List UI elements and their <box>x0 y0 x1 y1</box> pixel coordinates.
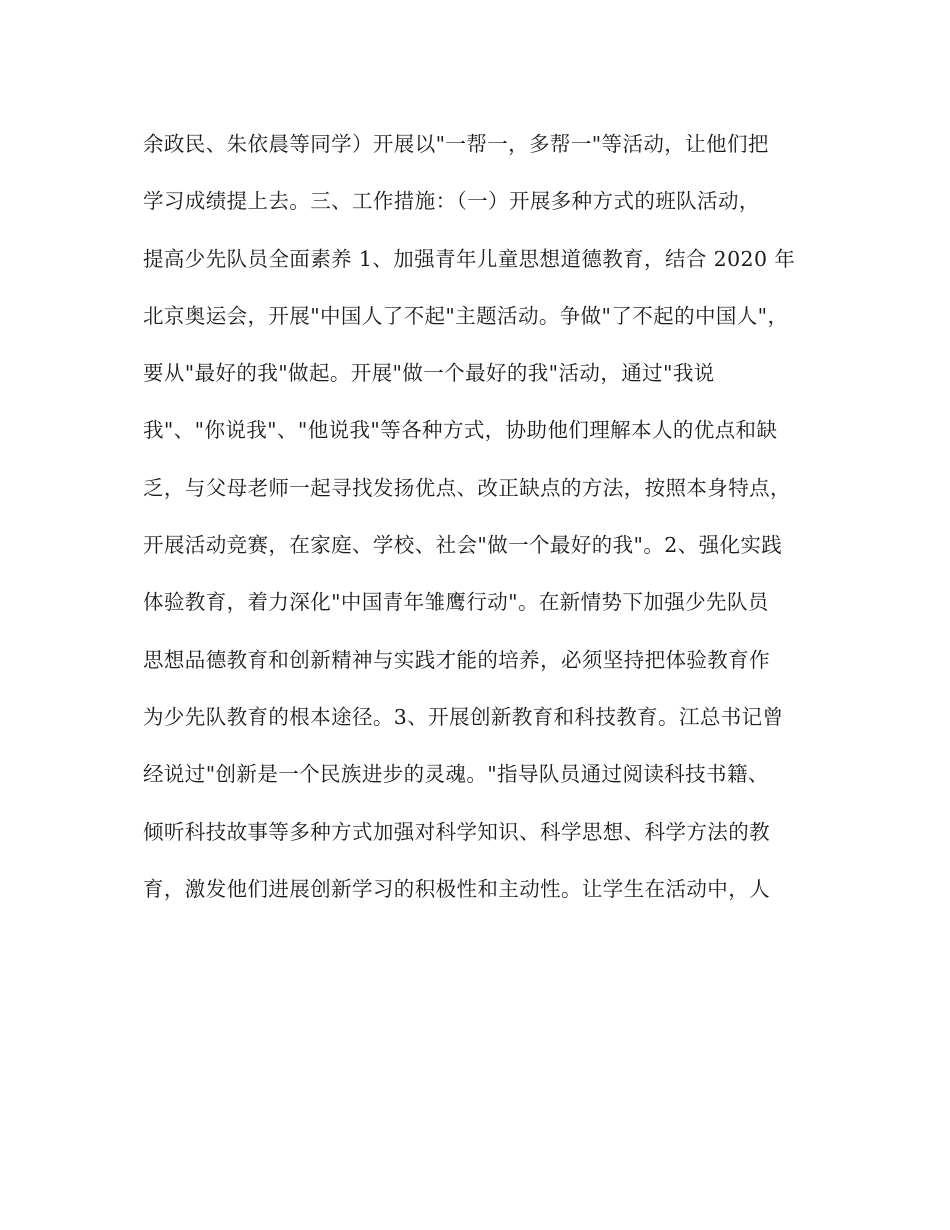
body-text <box>143 127 828 929</box>
text-line: 要从"最好的我"做起。开展"做一个最好的我"活动，通过"我说 <box>143 361 715 386</box>
text-line: 倾听科技故事等多种方式加强对科学知识、科学思想、科学方法的教 <box>143 819 770 844</box>
text-line: 学习成绩提上去。三、工作措施：（一）开展多种方式的班队活动， <box>143 189 760 214</box>
text-line: 提高少先队员全面素养 1、加强青年儿童思想道德教育，结合 2020 年 <box>143 246 796 271</box>
text-line: 开展活动竞赛，在家庭、学校、社会"做一个最好的我"。2、强化实践 <box>143 533 783 558</box>
text-line: 经说过"创新是一个民族进步的灵魂。"指导队员通过阅读科技书籍、 <box>143 762 769 787</box>
text-line: 体验教育，着力深化"中国青年雏鹰行动"。在新情势下加强少先队员 <box>143 590 769 615</box>
text-line: 育，激发他们进展创新学习的积极性和主动性。让学生在活动中，人 <box>143 876 770 901</box>
text-line: 余政民、朱依晨等同学）开展以"一帮一，多帮一"等活动，让他们把 <box>143 132 769 156</box>
text-line: 我"、"你说我"、"他说我"等各种方式，协助他们理解本人的优点和缺 <box>143 418 778 443</box>
text-line: 思想品德教育和创新精神与实践才能的培养，必须坚持把体验教育作 <box>143 647 770 672</box>
text-line: 北京奥运会，开展"中国人了不起"主题活动。争做"了不起的中国人"， <box>143 303 789 328</box>
text-line: 为少先队教育的根本途径。3、开展创新教育和科技教育。江总书记曾 <box>143 704 784 729</box>
text-line: 乏，与父母老师一起寻找发扬优点、改正缺点的方法，按照本身特点， <box>143 475 791 500</box>
